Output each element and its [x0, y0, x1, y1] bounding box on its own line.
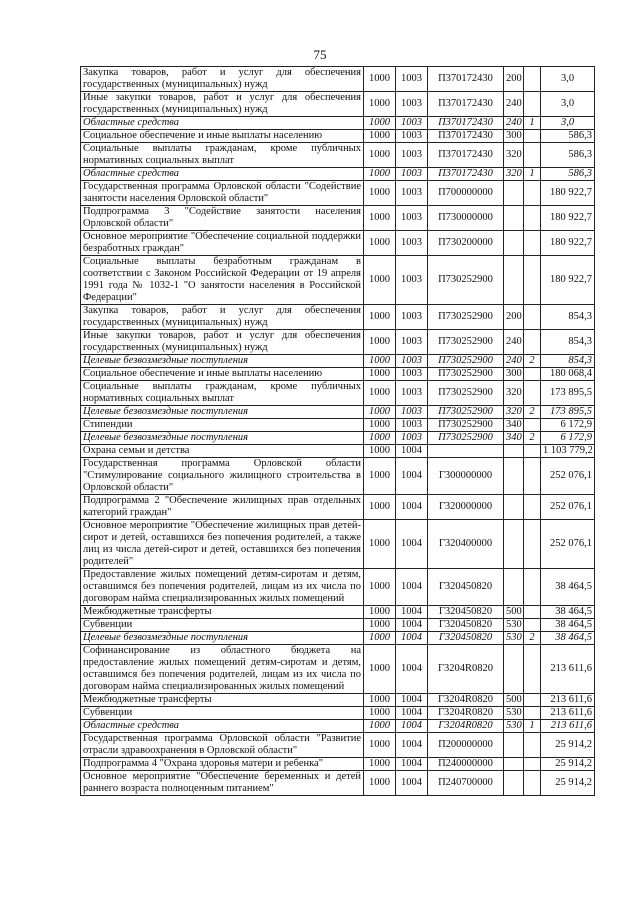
- row-amount: 252 076,1: [541, 458, 595, 495]
- row-amount: 213 611,6: [541, 720, 595, 733]
- row-section: 1000: [364, 67, 396, 92]
- row-funding-source: [524, 520, 541, 569]
- row-name: Основное мероприятие "Обеспечение жилищных прав детей-сирот и детей, оставшихся без попечения родителей, а также лиц из числа детей-сирот и детей, оставшихся без попечения родителей": [81, 520, 364, 569]
- row-amount: 3,0: [541, 117, 595, 130]
- row-funding-source: 2: [524, 406, 541, 419]
- row-section: 1000: [364, 419, 396, 432]
- row-target-article: П730252900: [428, 330, 504, 355]
- row-amount: 25 914,2: [541, 733, 595, 758]
- row-subsection: 1003: [396, 419, 428, 432]
- row-section: 1000: [364, 381, 396, 406]
- row-expense-type: 200: [504, 67, 524, 92]
- row-section: 1000: [364, 432, 396, 445]
- row-name: Социальные выплаты гражданам, кроме публичных нормативных социальных выплат: [81, 381, 364, 406]
- table-row: [81, 206, 595, 231]
- row-name: Социальное обеспечение и иные выплаты населению: [81, 368, 364, 381]
- row-subsection: 1003: [396, 117, 428, 130]
- row-subsection: 1003: [396, 381, 428, 406]
- row-section: 1000: [364, 206, 396, 231]
- row-subsection: 1003: [396, 130, 428, 143]
- row-target-article: Г3204R0820: [428, 694, 504, 707]
- row-name: Предоставление жилых помещений детям-сиротам и детям, оставшимся без попечения родителей, лицам из их числа по договорам найма специализированных жилых помещений: [81, 569, 364, 606]
- table-row: [81, 181, 595, 206]
- row-expense-type: [504, 181, 524, 206]
- row-amount: 180 922,7: [541, 256, 595, 305]
- row-funding-source: [524, 606, 541, 619]
- row-target-article: П700000000: [428, 181, 504, 206]
- row-section: 1000: [364, 406, 396, 419]
- table-row: [81, 606, 595, 619]
- row-subsection: 1003: [396, 305, 428, 330]
- row-expense-type: [504, 206, 524, 231]
- row-subsection: 1004: [396, 758, 428, 771]
- row-funding-source: [524, 130, 541, 143]
- row-target-article: П730000000: [428, 206, 504, 231]
- table-row: [81, 256, 595, 305]
- row-amount: 173 895,5: [541, 381, 595, 406]
- row-subsection: 1003: [396, 67, 428, 92]
- row-expense-type: [504, 645, 524, 694]
- row-amount: 854,3: [541, 305, 595, 330]
- row-amount: 1 103 779,2: [541, 445, 595, 458]
- row-target-article: П730252900: [428, 305, 504, 330]
- row-expense-type: [504, 256, 524, 305]
- row-expense-type: 320: [504, 168, 524, 181]
- row-amount: 586,3: [541, 168, 595, 181]
- row-subsection: 1003: [396, 368, 428, 381]
- row-amount: 6 172,9: [541, 419, 595, 432]
- row-funding-source: [524, 619, 541, 632]
- row-amount: 3,0: [541, 67, 595, 92]
- row-funding-source: 2: [524, 432, 541, 445]
- row-subsection: 1003: [396, 406, 428, 419]
- row-name: Межбюджетные трансферты: [81, 606, 364, 619]
- row-target-article: П370172430: [428, 143, 504, 168]
- row-target-article: Г320450820: [428, 569, 504, 606]
- budget-table: [80, 66, 595, 796]
- row-subsection: 1004: [396, 694, 428, 707]
- row-name: Подпрограмма 3 "Содействие занятости населения Орловской области": [81, 206, 364, 231]
- row-expense-type: 240: [504, 92, 524, 117]
- row-section: 1000: [364, 720, 396, 733]
- row-funding-source: [524, 92, 541, 117]
- row-target-article: П370172430: [428, 67, 504, 92]
- table-row: [81, 381, 595, 406]
- table-row: [81, 694, 595, 707]
- row-subsection: 1004: [396, 707, 428, 720]
- row-section: 1000: [364, 117, 396, 130]
- row-section: 1000: [364, 619, 396, 632]
- row-expense-type: [504, 733, 524, 758]
- row-expense-type: 300: [504, 130, 524, 143]
- row-funding-source: 1: [524, 117, 541, 130]
- table-row: [81, 707, 595, 720]
- row-subsection: 1004: [396, 458, 428, 495]
- row-funding-source: [524, 368, 541, 381]
- row-subsection: 1003: [396, 432, 428, 445]
- row-section: 1000: [364, 330, 396, 355]
- row-amount: 180 922,7: [541, 206, 595, 231]
- row-expense-type: 240: [504, 355, 524, 368]
- row-name: Областные средства: [81, 168, 364, 181]
- row-subsection: 1003: [396, 206, 428, 231]
- row-section: 1000: [364, 458, 396, 495]
- row-funding-source: 2: [524, 355, 541, 368]
- row-amount: 586,3: [541, 143, 595, 168]
- row-target-article: П240000000: [428, 758, 504, 771]
- row-subsection: 1004: [396, 619, 428, 632]
- row-funding-source: [524, 694, 541, 707]
- row-expense-type: 200: [504, 305, 524, 330]
- table-row: [81, 143, 595, 168]
- page-number: 75: [313, 47, 327, 62]
- row-funding-source: [524, 495, 541, 520]
- row-expense-type: 500: [504, 606, 524, 619]
- row-section: 1000: [364, 305, 396, 330]
- table-row: [81, 130, 595, 143]
- row-funding-source: [524, 645, 541, 694]
- row-funding-source: [524, 445, 541, 458]
- row-expense-type: 320: [504, 143, 524, 168]
- row-name: Иные закупки товаров, работ и услуг для обеспечения государственных (муниципальных) нужд: [81, 92, 364, 117]
- row-expense-type: [504, 445, 524, 458]
- row-funding-source: [524, 305, 541, 330]
- row-target-article: П730252900: [428, 368, 504, 381]
- row-amount: 252 076,1: [541, 520, 595, 569]
- row-expense-type: 530: [504, 707, 524, 720]
- row-name: Подпрограмма 2 "Обеспечение жилищных прав отдельных категорий граждан": [81, 495, 364, 520]
- row-name: Стипендии: [81, 419, 364, 432]
- row-name: Государственная программа Орловской области "Содействие занятости населения Орловской области": [81, 181, 364, 206]
- table-row: [81, 330, 595, 355]
- row-funding-source: [524, 419, 541, 432]
- row-subsection: 1003: [396, 92, 428, 117]
- row-target-article: Г320000000: [428, 495, 504, 520]
- row-amount: 213 611,6: [541, 694, 595, 707]
- row-amount: 38 464,5: [541, 606, 595, 619]
- table-row: [81, 92, 595, 117]
- row-target-article: Г300000000: [428, 458, 504, 495]
- row-target-article: Г320400000: [428, 520, 504, 569]
- row-funding-source: [524, 330, 541, 355]
- row-expense-type: 240: [504, 330, 524, 355]
- row-expense-type: [504, 458, 524, 495]
- row-target-article: П730252900: [428, 419, 504, 432]
- row-amount: 854,3: [541, 355, 595, 368]
- row-name: Подпрограмма 4 "Охрана здоровья матери и ребенка": [81, 758, 364, 771]
- row-amount: 38 464,5: [541, 569, 595, 606]
- row-expense-type: 530: [504, 632, 524, 645]
- row-amount: 25 914,2: [541, 758, 595, 771]
- row-section: 1000: [364, 231, 396, 256]
- row-section: 1000: [364, 758, 396, 771]
- table-row: [81, 368, 595, 381]
- row-section: 1000: [364, 143, 396, 168]
- row-name: Социальное обеспечение и иные выплаты населению: [81, 130, 364, 143]
- row-expense-type: 340: [504, 419, 524, 432]
- row-expense-type: 300: [504, 368, 524, 381]
- row-subsection: 1003: [396, 181, 428, 206]
- row-subsection: 1004: [396, 569, 428, 606]
- row-section: 1000: [364, 368, 396, 381]
- row-section: 1000: [364, 520, 396, 569]
- table-row: [81, 231, 595, 256]
- row-expense-type: [504, 569, 524, 606]
- table-row: [81, 520, 595, 569]
- row-funding-source: 2: [524, 632, 541, 645]
- table-row: [81, 720, 595, 733]
- row-target-article: П730252900: [428, 256, 504, 305]
- table-row: [81, 632, 595, 645]
- row-expense-type: [504, 771, 524, 796]
- row-name: Целевые безвозмездные поступления: [81, 406, 364, 419]
- row-expense-type: [504, 231, 524, 256]
- row-name: Областные средства: [81, 720, 364, 733]
- row-subsection: 1003: [396, 355, 428, 368]
- row-target-article: П730252900: [428, 406, 504, 419]
- table-row: [81, 67, 595, 92]
- row-funding-source: [524, 381, 541, 406]
- table-row: [81, 305, 595, 330]
- row-target-article: Г3204R0820: [428, 720, 504, 733]
- row-target-article: Г3204R0820: [428, 707, 504, 720]
- row-expense-type: 340: [504, 432, 524, 445]
- row-subsection: 1003: [396, 231, 428, 256]
- row-name: Софинансирование из областного бюджета на предоставление жилых помещений детям-сиротам и детям, оставшимся без попечения родителей, лицам из их числа по договорам найма специализированных жилых помещений: [81, 645, 364, 694]
- row-name: Основное мероприятие "Обеспечение беременных и детей раннего возраста полноценным питанием": [81, 771, 364, 796]
- row-target-article: П370172430: [428, 117, 504, 130]
- row-name: Субвенции: [81, 707, 364, 720]
- table-row: [81, 619, 595, 632]
- row-target-article: [428, 445, 504, 458]
- row-funding-source: [524, 231, 541, 256]
- row-target-article: П240700000: [428, 771, 504, 796]
- row-subsection: 1004: [396, 720, 428, 733]
- row-amount: 6 172,9: [541, 432, 595, 445]
- table-row: [81, 495, 595, 520]
- table-row: [81, 168, 595, 181]
- row-amount: 25 914,2: [541, 771, 595, 796]
- row-name: Закупка товаров, работ и услуг для обеспечения государственных (муниципальных) нужд: [81, 305, 364, 330]
- row-subsection: 1004: [396, 645, 428, 694]
- row-subsection: 1004: [396, 771, 428, 796]
- row-subsection: 1003: [396, 330, 428, 355]
- row-section: 1000: [364, 130, 396, 143]
- row-section: 1000: [364, 495, 396, 520]
- row-subsection: 1004: [396, 733, 428, 758]
- row-amount: 180 068,4: [541, 368, 595, 381]
- row-name: Целевые безвозмездные поступления: [81, 432, 364, 445]
- row-target-article: П370172430: [428, 130, 504, 143]
- row-section: 1000: [364, 694, 396, 707]
- row-expense-type: [504, 495, 524, 520]
- table-row: [81, 117, 595, 130]
- row-amount: 252 076,1: [541, 495, 595, 520]
- row-name: Государственная программа Орловской области "Стимулирование социального жилищного строительства в Орловской области": [81, 458, 364, 495]
- row-target-article: Г320450820: [428, 632, 504, 645]
- row-target-article: П370172430: [428, 92, 504, 117]
- row-funding-source: [524, 707, 541, 720]
- row-amount: 586,3: [541, 130, 595, 143]
- row-name: Социальные выплаты гражданам, кроме публичных нормативных социальных выплат: [81, 143, 364, 168]
- row-name: Закупка товаров, работ и услуг для обеспечения государственных (муниципальных) нужд: [81, 67, 364, 92]
- row-section: 1000: [364, 181, 396, 206]
- row-amount: 173 895,5: [541, 406, 595, 419]
- table-row: [81, 458, 595, 495]
- row-expense-type: 240: [504, 117, 524, 130]
- row-subsection: 1004: [396, 606, 428, 619]
- row-expense-type: 530: [504, 720, 524, 733]
- row-section: 1000: [364, 645, 396, 694]
- row-section: 1000: [364, 92, 396, 117]
- row-target-article: Г320450820: [428, 619, 504, 632]
- row-subsection: 1003: [396, 256, 428, 305]
- row-expense-type: [504, 520, 524, 569]
- row-subsection: 1003: [396, 168, 428, 181]
- row-name: Областные средства: [81, 117, 364, 130]
- row-expense-type: 320: [504, 406, 524, 419]
- row-name: Целевые безвозмездные поступления: [81, 632, 364, 645]
- table-row: [81, 758, 595, 771]
- row-section: 1000: [364, 569, 396, 606]
- row-section: 1000: [364, 707, 396, 720]
- row-section: 1000: [364, 445, 396, 458]
- row-section: 1000: [364, 256, 396, 305]
- row-target-article: П730252900: [428, 355, 504, 368]
- row-section: 1000: [364, 733, 396, 758]
- row-funding-source: [524, 256, 541, 305]
- table-row: [81, 406, 595, 419]
- row-name: Межбюджетные трансферты: [81, 694, 364, 707]
- table-row: [81, 645, 595, 694]
- row-section: 1000: [364, 355, 396, 368]
- row-name: Государственная программа Орловской области "Развитие отрасли здравоохранения в Орловской области": [81, 733, 364, 758]
- budget-table-body: [81, 67, 595, 796]
- table-row: [81, 733, 595, 758]
- row-funding-source: [524, 143, 541, 168]
- table-row: [81, 419, 595, 432]
- row-expense-type: 320: [504, 381, 524, 406]
- row-funding-source: [524, 569, 541, 606]
- row-subsection: 1004: [396, 495, 428, 520]
- row-section: 1000: [364, 606, 396, 619]
- row-funding-source: [524, 67, 541, 92]
- row-expense-type: 530: [504, 619, 524, 632]
- table-row: [81, 355, 595, 368]
- row-funding-source: [524, 758, 541, 771]
- table-row: [81, 432, 595, 445]
- row-funding-source: [524, 771, 541, 796]
- row-section: 1000: [364, 771, 396, 796]
- row-target-article: Г3204R0820: [428, 645, 504, 694]
- row-name: Субвенции: [81, 619, 364, 632]
- row-amount: 180 922,7: [541, 181, 595, 206]
- row-target-article: П730252900: [428, 432, 504, 445]
- row-funding-source: [524, 733, 541, 758]
- row-subsection: 1004: [396, 520, 428, 569]
- row-subsection: 1003: [396, 143, 428, 168]
- row-section: 1000: [364, 632, 396, 645]
- row-amount: 213 611,6: [541, 707, 595, 720]
- row-amount: 213 611,6: [541, 645, 595, 694]
- table-row: [81, 771, 595, 796]
- row-name: Основное мероприятие "Обеспечение социальной поддержки безработных граждан": [81, 231, 364, 256]
- row-amount: 854,3: [541, 330, 595, 355]
- table-row: [81, 445, 595, 458]
- row-target-article: Г320450820: [428, 606, 504, 619]
- row-name: Иные закупки товаров, работ и услуг для обеспечения государственных (муниципальных) нужд: [81, 330, 364, 355]
- row-amount: 38 464,5: [541, 632, 595, 645]
- row-expense-type: 500: [504, 694, 524, 707]
- row-name: Охрана семьи и детства: [81, 445, 364, 458]
- row-amount: 180 922,7: [541, 231, 595, 256]
- row-target-article: П730252900: [428, 381, 504, 406]
- row-amount: 3,0: [541, 92, 595, 117]
- row-target-article: П730200000: [428, 231, 504, 256]
- row-subsection: 1004: [396, 632, 428, 645]
- row-section: 1000: [364, 168, 396, 181]
- row-funding-source: [524, 458, 541, 495]
- row-funding-source: [524, 181, 541, 206]
- row-amount: 38 464,5: [541, 619, 595, 632]
- row-target-article: П200000000: [428, 733, 504, 758]
- row-funding-source: 1: [524, 720, 541, 733]
- row-name: Целевые безвозмездные поступления: [81, 355, 364, 368]
- row-target-article: П370172430: [428, 168, 504, 181]
- row-name: Социальные выплаты безработным гражданам в соответствии с Законом Российской Федерации от 19 апреля 1991 года № 1032-1 "О занятости населения в Российской Федерации": [81, 256, 364, 305]
- row-funding-source: [524, 206, 541, 231]
- table-row: [81, 569, 595, 606]
- row-expense-type: [504, 758, 524, 771]
- row-subsection: 1004: [396, 445, 428, 458]
- row-funding-source: 1: [524, 168, 541, 181]
